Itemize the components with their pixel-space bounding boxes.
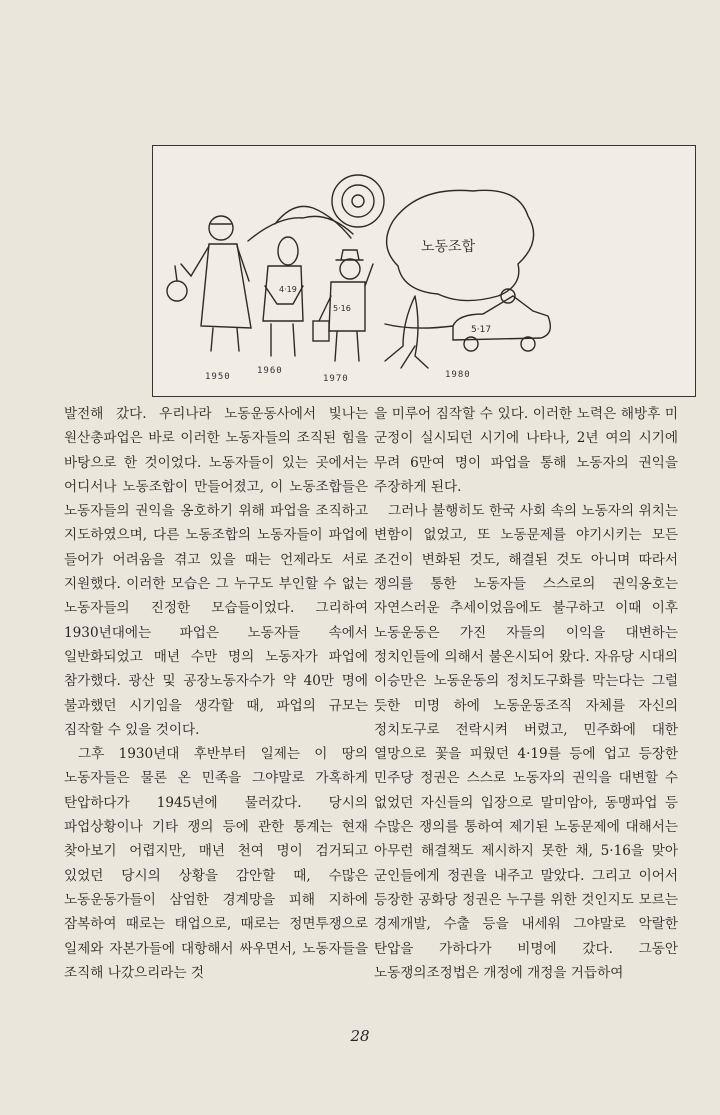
cartoon-illustration [152,145,696,397]
figure-1950-head [209,216,233,240]
cartoon-drawing [153,146,695,396]
paragraph: 발전해 갔다. 우리나라 노동운동사에서 빛나는 원산총파업은 바로 이러한 노동자들의 조직된 힘을 바탕으로 한 것이었다. 노동자들이 있는 곳에서는 어디서나 노동조합이 만들어졌고, 이 노동조합들은 노동자들의 권익을 옹호하기 위해 파업을 조직하고 지도하였으며, 다른 노동조합의 노동자들이 파업에 들어가 어려움을 겪고 있을 때는 언제라도 서로 지원했다. 이러한 모습은 그 누구도 부인할 수 없는 노동자들의 진정한 모습들이었다. 그리하여 1930년대에는 파업은 노동자들 속에서 일반화되었고 매년 수만 명의 노동자가 파업에 참가했다. 광산 및 공장노동자수가 약 40만 명에 불과했던 시기임을 생각할 때, 파업의 규모는 짐작할 수 있을 것이다. [64,406,368,738]
figure-1960-head [278,237,298,265]
paragraph: 을 미루어 짐작할 수 있다. 이러한 노력은 해방후 미 군정이 실시되던 시기에 나타나, 2년 여의 시기에 무려 6만여 명이 파업을 통해 노동자의 권익을 주장하게 된다. [374,406,678,495]
badge-516: 5·16 [333,304,351,313]
figure-1970-head [340,259,360,279]
year-label-1980: 1980 [445,370,471,380]
badge-419: 4·19 [279,285,297,294]
year-label-1960: 1960 [257,366,283,376]
paragraph: 그러나 불행히도 한국 사회 속의 노동자의 위치는 변함이 없었고, 또 노동문제를 야기시키는 모든 조건이 변화된 것도, 해결된 것도 아니며 따라서 쟁의를 통한 노동자들 스스로의 권익옹호는 자연스러운 추세이었음에도 불구하고 이때 이후 노동운동은 가진 자들의 이익을 대변하는 정치인들에 의해서 불온시되어 왔다. 자유당 시대의 이승만은 노동운동의 정치도구화를 막는다는 그럴 듯한 미명 하에 노동운동조직 자체를 자신의 정치도구로 전락시켜 버렸고, 민주화에 대한 열망으로 꽃을 피웠던 4·19를 등에 업고 등장한 민주당 정권은 스스로 노동자의 권익을 대변할 수 없었던 자신들의 입장으로 말미암아, 동맹파업 등 수많은 쟁의를 통하여 제기된 노동문제에 대해서는 아무런 해결책도 제시하지 못한 채, 5·16을 맞아 군인들에게 정권을 내주고 말았다. 그리고 이어서 등장한 공화당 정권은 누구를 위한 것인지도 모르는 경제개발, 수출 등을 내세워 그야말로 악랄한 탄압을 가하다가 비명에 갔다. 그동안 노동쟁의조정법은 개정에 개정을 거듭하여 [374,503,678,981]
hill-right [275,206,351,238]
right-text-column [374,402,678,985]
hill-left [248,216,353,241]
union-tree-trunk [385,296,428,368]
union-label: 노동조합 [421,239,476,255]
page-number: 28 [350,1027,370,1045]
year-label-1950: 1950 [205,372,231,382]
left-text-column [64,402,368,985]
sun-medal-icon [332,175,384,227]
year-label-1970: 1970 [323,374,349,384]
car-1980 [453,296,550,340]
badge-517: 5·17 [471,325,492,335]
figure-1950-body [201,244,251,328]
paragraph: 그후 1930년대 후반부터 일제는 이 땅의 노동자들은 물론 온 민족을 그야말로 가혹하게 탄압하다가 1945년에 물러갔다. 당시의 파업상황이나 기타 쟁의 등에 관한 통계는 현재 찾아보기 어렵지만, 매년 천여 명이 검거되고 있었던 당시의 상황을 감안할 때, 수많은 노동운동가들이 삼엄한 경계망을 피해 지하에 잠복하여 때로는 태업으로, 때로는 정면투쟁으로 일제와 자본가들에 대항해서 싸우면서, 노동자들을 조직해 나갔으리라는 것 [64,746,368,981]
